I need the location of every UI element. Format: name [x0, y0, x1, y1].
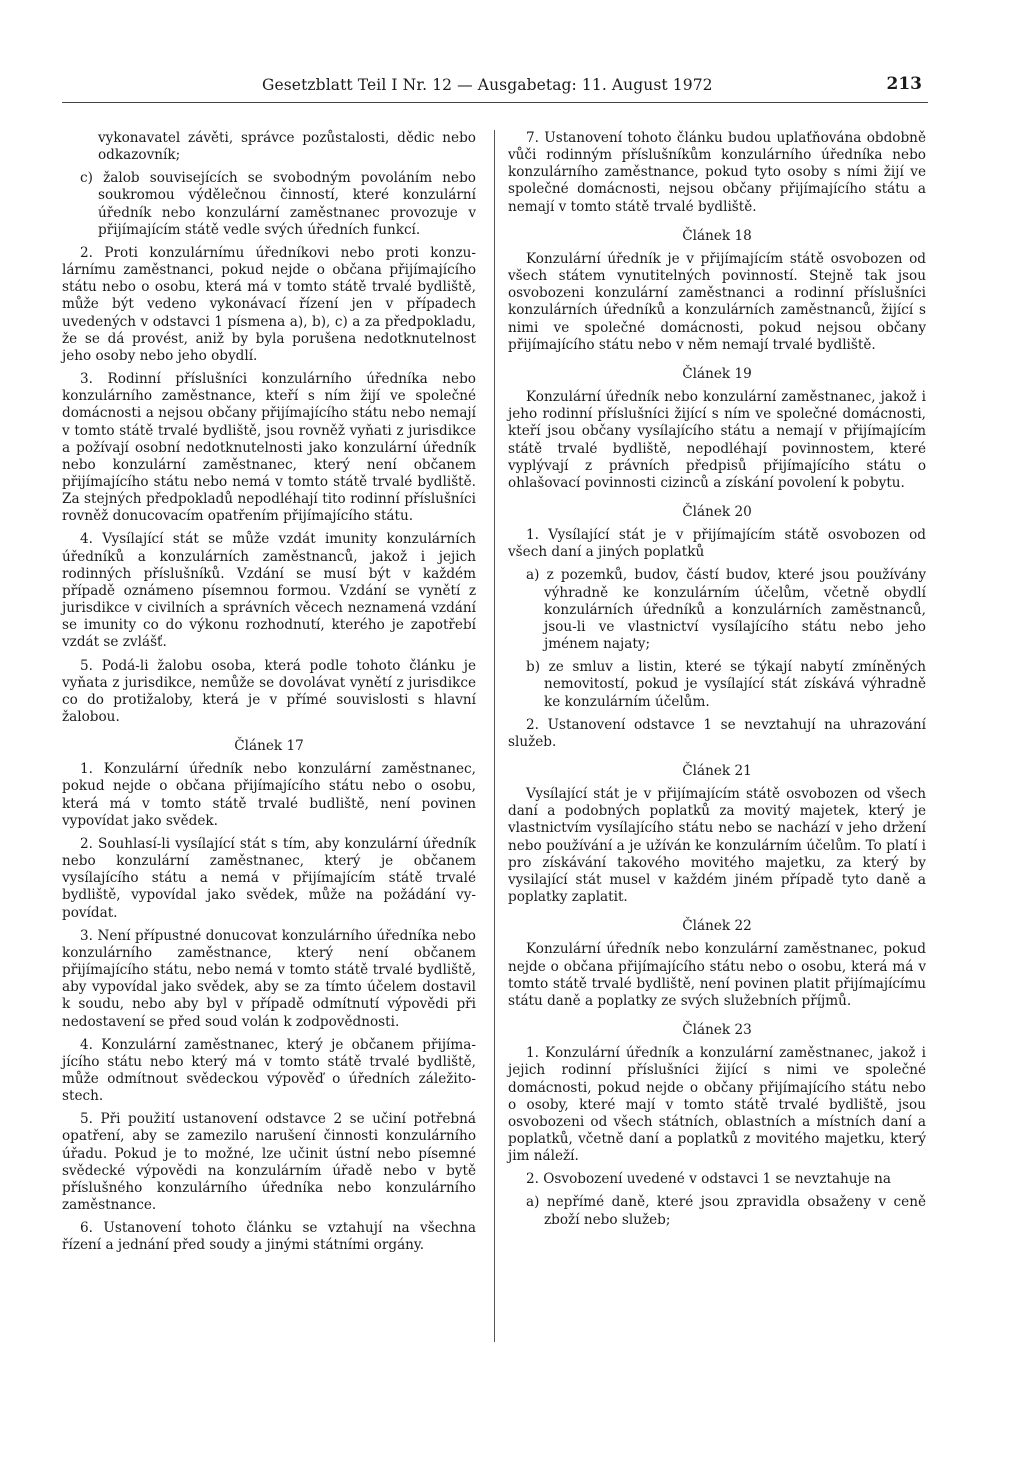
paragraph: 1. Konzulární úředník a konzulární zaměstnanec, jakož i jejich rodinní příslušníci žijící s nimi ve společné domácnosti, pokud nejde o občany přijímajícího státu nebo o osoby, které mají v tomto státě trvalé bydliště, jsou osvobozeni od všech státních, oblastních a místních daní a poplatků, včetně daní a poplatků z movitého majetku, který jim náleží. [508, 1045, 926, 1165]
paragraph: Konzulární úředník nebo konzulární zaměstnanec, pokud nejde o občana přijímajícího státu nebo o osobu, která má v tomto státě trvalé bydliště, není povinen platit přijímajícímu státu daně a poplatky ze svých služebních příjmů. [508, 941, 926, 1009]
paragraph: 7. Ustanovení tohoto článku budou uplaťňována obdobně vůči rodinným příslušníkům konzulárního úředníka nebo konzulárního zaměstnance, pokud tyto osoby s ními žijí ve společné domácnosti, nejsou občany přijímajícího státu a nemají v tomto státě trvalé bydliště. [508, 130, 926, 215]
list-item: c) žalob souvisejících se svobodným povoláním nebo soukromou výdělečnou činností, které konzulární úředník nebo konzulární zaměstnanec provozuje v přijímajícím státě vedle svých úředních funkcí. [80, 170, 476, 238]
paragraph: 2. Ustanovení odstavce 1 se nevztahují na uhrazování služeb. [508, 716, 926, 750]
page-number: 213 [886, 74, 922, 94]
paragraph: Konzulární úředník je v přijímajícím státě osvobozen od všech státem vynutitelných povinností. Stejně tak jsou osvobozeni konzulární zaměstnanci a rodinní příslušníci konzulárních úředníků a konzulárních zaměstnanců, žijící s nimi ve společné domácnosti, pokud nejsou občany přijímajícího státu nebo v něm nemají trvalé bydliště. [508, 250, 926, 353]
list-item: b) ze smluv a listin, které se týkají nabytí zmíněných nemovitostí, pokud je vysílající stát získává výhradně ke konzulárním účelům. [526, 659, 926, 710]
paragraph: 6. Ustanovení tohoto článku se vztahují na všechna řízení a jednání před soudy a jinými státními orgány. [62, 1220, 476, 1254]
right-column [508, 130, 926, 1235]
paragraph: 2. Proti konzulárnímu úředníkovi nebo proti konzulárnímu zaměstnanci, pokud nejde o občana přijímajícího státu nebo o osobu, která má v tomto státě trvalé bydliště, může být vedeno vykonávací řízení jen v případech uvedených v odstavci 1 písmena a), b), c) a za předpokladu, že se dá provést, aniž by byla porušena nedotknutelnost jeho osoby nebo jeho obydlí. [62, 244, 476, 364]
article-heading: Článek 22 [682, 918, 752, 935]
article-heading: Článek 21 [682, 763, 752, 779]
article-heading: Článek 17 [234, 738, 304, 755]
paragraph: Vysílající stát je v přijímajícím státě osvobozen od všech daní a podobných poplatků za movitý majetek, který je vlastnictvím vysílajícího státu nebo se nachází v jeho držení nebo používání a je užíván ke konzulárním účelům. To platí i pro získávání takového movitého majetku, za který by vysilající stát musel v každém jiném případě tyto daně a poplatky zaplatit. [508, 786, 926, 906]
column-divider [494, 130, 495, 1342]
paragraph: 3. Rodinní příslušníci konzulárního úředníka nebo konzulárního zaměstnance, kteří s ním žijí ve společné domácnosti a nejsou občany přijímajícího státu nebo nemají v tomto státě trvalé bydliště, jsou rovněž vyňati z jurisdikce a požívají osobní nedotknutelnosti jako konzulární úředník nebo konzulární zaměstnanec, který není občanem přijímajícího státu nebo nemá v tomto státě trvalé bydliště. Za stejných předpokladů nepodléhají tito rodinní příslušníci rovněž donucovacím opatřením přijímajícího státu. [62, 371, 476, 525]
paragraph: 2. Osvobození uvedené v odstavci 1 se nevztahuje na [526, 1171, 892, 1188]
paragraph: 4. Konzulární zaměstnanec, který je občanem přijímajícího státu nebo který má v tomto státě trvalé bydliště, může odmítnout svědeckou výpověď o úředních záležitostech. [62, 1036, 476, 1105]
article-heading: Článek 23 [682, 1022, 752, 1039]
paragraph: vykonavatel závěti, správce pozůstalosti, dědic nebo odkazovník; [98, 130, 476, 164]
paragraph: 1. Vysílající stát je v přijímajícím státě osvobozen od všech daní a jiných poplatků [508, 527, 926, 561]
page-header [62, 72, 930, 102]
paragraph: 5. Při použití ustanovení odstavce 2 se učiní potřebná opatření, aby se zamezilo narušení činnosti konzulárního úřadu. Pokud je to možné, lze učinit ústní nebo písemné svědecké výpovědi na konzulárním úřadě nebo v bytě příslušného konzulárního úředníka nebo konzulárního zaměstnance. [62, 1111, 476, 1214]
header-rule [62, 102, 928, 103]
list-item: a) nepřímé daně, které jsou zpravidla obsaženy v ceně zboží nebo služeb; [526, 1194, 926, 1228]
paragraph: 3. Není přípustné donucovat konzulárního úředníka nebo konzulárního zaměstnance, který není občanem přijímajícího státu, nebo nemá v tomto státě trvalé bydliště, aby vypovídal jako svědek, aby se za tímto účelem dostavil k soudu, nebo aby byl v případě odmítnutí výpovědi při nedostavení se před soud volán k zodpovědnosti. [62, 927, 476, 1030]
paragraph: 5. Podá-li žalobu osoba, která podle tohoto článku je vyňata z jurisdikce, nemůže se dovolávat vynětí z jurisdikce co do protižaloby, která je v přímé souvislosti s hlavní žalobou. [62, 657, 476, 725]
left-column [62, 130, 476, 1261]
paragraph: 4. Vysílající stát se může vzdát imunity konzulárních úředníků a konzulárních zaměstnanců, jakož i jejich rodinných příslušníků. Vzdání se musí být v každém případě oznámeno písemnou formou. Vzdání se vynětí z jurisdikce v civilních a správních věcech neznamená vzdání se imunity co do výkonu rozhodnutí, kterého je zapotřebí vzdát se zvlášť. [62, 531, 476, 651]
article-heading: Článek 20 [682, 503, 752, 520]
paragraph: Konzulární úředník nebo konzulární zaměstnanec, jakož i jeho rodinní příslušníci žijící s ním ve společné domácnosti, kteří jsou občany vysílajícího státu a nemají v přijímajícím státě trvalé bydliště, nepodléhají povinnostem, které vyplývají z právních předpisů přijímajícího státu o ohlašovací povinnosti cizinců a získání povolení k pobytu. [508, 389, 926, 491]
running-title: Gesetzblatt Teil I Nr. 12 — Ausgabetag: 11. August 1972 [262, 76, 713, 94]
paragraph: 1. Konzulární úředník nebo konzulární zaměstnanec, pokud nejde o občana přijímajícího státu nebo o osobu, která má v tomto státě trvalé budliště, není povinen vypovídat jako svědek. [62, 761, 476, 829]
article-heading: Článek 18 [682, 227, 752, 244]
list-item: a) z pozemků, budov, částí budov, které jsou používány výhradně ke konzulárním účelům, včetně obydlí konzulárních úředníků a konzulárních zaměstnanců, jsou-li ve vlastnictví vysílajícího státu nebo jeho jménem najaty; [526, 567, 926, 653]
article-heading: Článek 19 [682, 365, 752, 382]
paragraph: 2. Souhlasí-li vysílající stát s tím, aby konzulární úředník nebo konzulární zaměstnanec, který je občanem vysílajícího státu a nemá v přijímajícím státě trvalé bydliště, vypovídal jako svědek, může na požádání vypovídat. [62, 835, 476, 921]
